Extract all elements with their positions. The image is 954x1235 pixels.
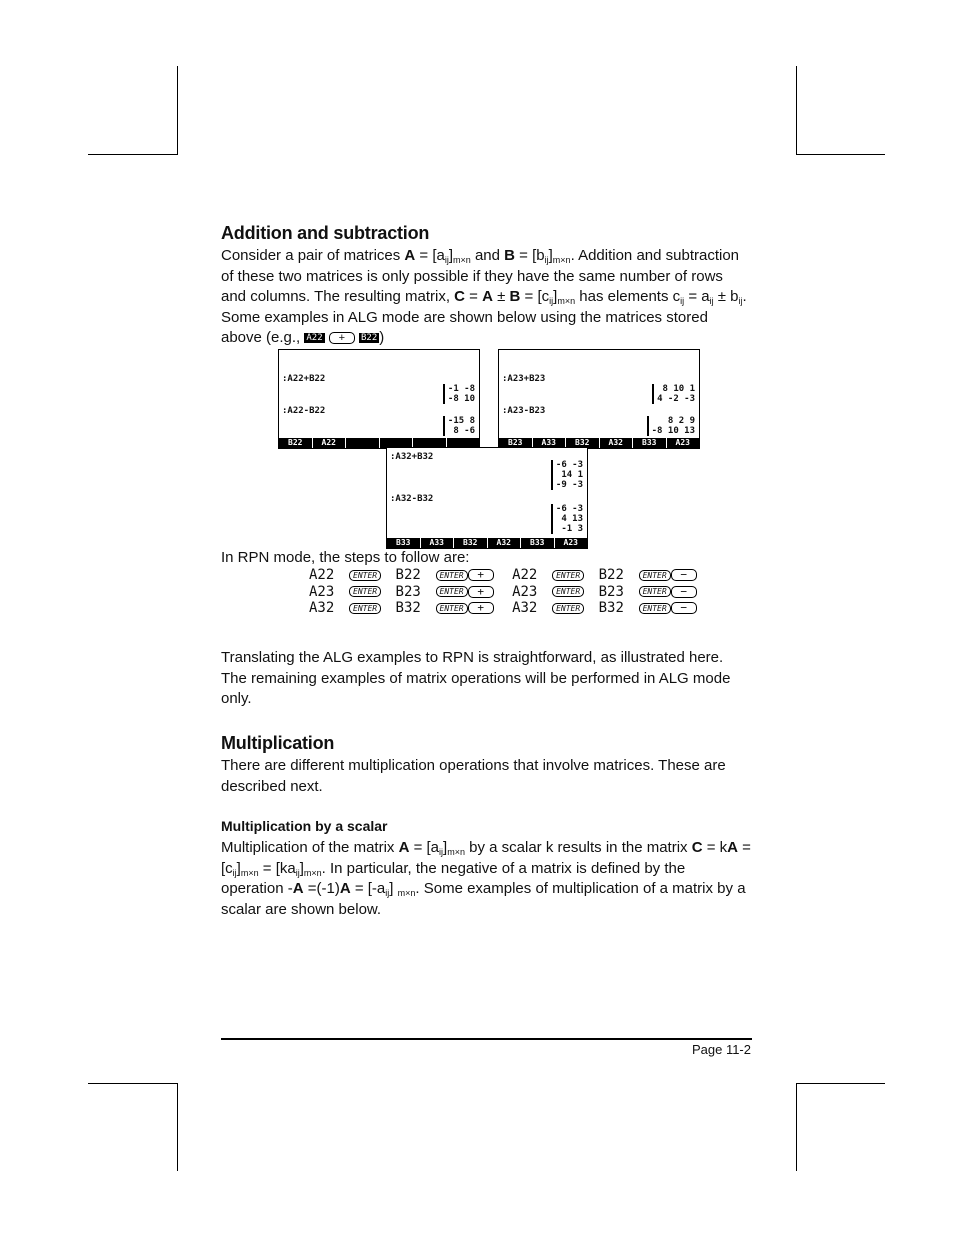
matrix-result: -6 -3 4 13 -1 3 [551, 504, 583, 534]
softkey: B33 [633, 438, 667, 448]
plus-key-icon: + [468, 586, 494, 598]
crop-mark [796, 154, 885, 155]
softkey: A32 [600, 438, 634, 448]
softkey: B33 [521, 538, 555, 548]
softkey: A32 [488, 538, 522, 548]
enter-key-icon: ENTER [639, 570, 671, 581]
rpn-row: A23 ENTER B23 ENTER + A23 ENTER B23 ENTER − [309, 584, 697, 601]
section-heading: Addition and subtraction [221, 223, 430, 243]
softkey: A22 [313, 438, 347, 448]
softkey: A23 [563, 538, 578, 547]
minus-key-icon: − [671, 569, 697, 581]
softkey-a22: A22 [306, 333, 323, 344]
crop-mark [177, 66, 178, 154]
softkey-b22: B22 [361, 333, 378, 344]
enter-key-icon: ENTER [349, 586, 381, 597]
calculator-screen [386, 447, 588, 549]
matrix-result: -1 -8 -8 10 [443, 384, 475, 404]
paragraph: There are different multiplication operations that involve matrices. These are described next. [221, 757, 726, 795]
crop-mark [796, 1083, 885, 1084]
subsection-heading: Multiplication by a scalar [221, 818, 388, 834]
enter-key-icon: ENTER [349, 570, 381, 581]
paragraph: Multiplication of the matrix $A = [a_{ij}]_{m\times n}$ by a scalar k results in the matrix C = kA = $[c_{ij}]_{m\times n} = [ka_{ij}]_{m\times n}$. In particular, the negative of a matrix is defined by the operation $-A =(-1)A = [-a_{ij}]$ $_{m\times n}$. Some examples of multiplication of a matrix by a scalar are shown below. [221, 839, 751, 918]
paragraph: Consider a pair of matrices $A = [a_{ij}]_{m\times n}$ and $B = [b_{ij}]_{m\times n}$. Addition and subtraction of these two matrices is only possible if they have the same number of rows and columns. The resulting matrix, $C = A \pm B = [c_{ij}]_{m\times n}$ has elements $c_{ij} = a_{ij} \pm b_{ij}$. Some examples in ALG mode are shown below using the matrices stored above (e.g., A22 + B22 ) [221, 247, 747, 347]
crop-mark [796, 1083, 797, 1171]
crop-mark [88, 1083, 178, 1084]
crop-mark [177, 1083, 178, 1171]
screen-entry: :A22+B22 [282, 374, 326, 384]
screen-entry: :A32-B32 [390, 494, 434, 504]
plus-key-icon: + [468, 602, 494, 614]
minus-key-icon: − [671, 586, 697, 598]
enter-key-icon: ENTER [639, 586, 671, 597]
section-heading: Multiplication [221, 733, 335, 753]
footer-rule [221, 1038, 752, 1040]
matrix-result: 8 10 1 4 -2 -3 [652, 384, 695, 404]
enter-key-icon: ENTER [552, 570, 584, 581]
minus-key-icon: − [671, 602, 697, 614]
rpn-row: A32 ENTER B32 ENTER + A32 ENTER B32 ENTER − [309, 600, 697, 617]
enter-key-icon: ENTER [552, 586, 584, 597]
enter-key-icon: ENTER [552, 603, 584, 614]
paragraph: Translating the ALG examples to RPN is straightforward, as illustrated here. The remaining examples of matrix operations will be performed in ALG mode only. [221, 649, 731, 708]
softkey: A33 [421, 538, 455, 548]
screen-entry: :A32+B32 [390, 452, 434, 462]
softkey: B32 [566, 438, 600, 448]
enter-key-icon: ENTER [436, 570, 468, 581]
softkey: B33 [387, 538, 421, 548]
calculator-screen [278, 349, 480, 449]
enter-key-icon: ENTER [349, 603, 381, 614]
softkey: B32 [454, 538, 488, 548]
rpn-keystrokes [309, 567, 697, 617]
page-number: Page 11-2 [691, 1042, 751, 1057]
screen-entry: :A23-B23 [502, 406, 546, 416]
crop-mark [796, 66, 797, 154]
plus-key-icon: + [329, 332, 355, 344]
softkey: A33 [533, 438, 567, 448]
matrix-result: 8 2 9 -8 10 13 [647, 416, 695, 436]
enter-key-icon: ENTER [436, 603, 468, 614]
rpn-row: A22 ENTER B22 ENTER + A22 ENTER B22 ENTER − [309, 567, 697, 584]
softkey: B22 [279, 438, 313, 448]
softkey: A23 [675, 438, 690, 447]
enter-key-icon: ENTER [436, 586, 468, 597]
calculator-screen [498, 349, 700, 449]
matrix-result: -6 -3 14 1 -9 -3 [551, 460, 583, 490]
matrix-result: -15 8 8 -6 [443, 416, 475, 436]
softkey-menu [387, 538, 587, 548]
screen-entry: :A23+B23 [502, 374, 546, 384]
plus-key-icon: + [468, 569, 494, 581]
crop-mark [88, 154, 178, 155]
softkey: B23 [499, 438, 533, 448]
softkey [346, 438, 380, 448]
rpn-intro: In RPN mode, the steps to follow are: [221, 549, 470, 566]
screen-entry: :A22-B22 [282, 406, 326, 416]
enter-key-icon: ENTER [639, 603, 671, 614]
